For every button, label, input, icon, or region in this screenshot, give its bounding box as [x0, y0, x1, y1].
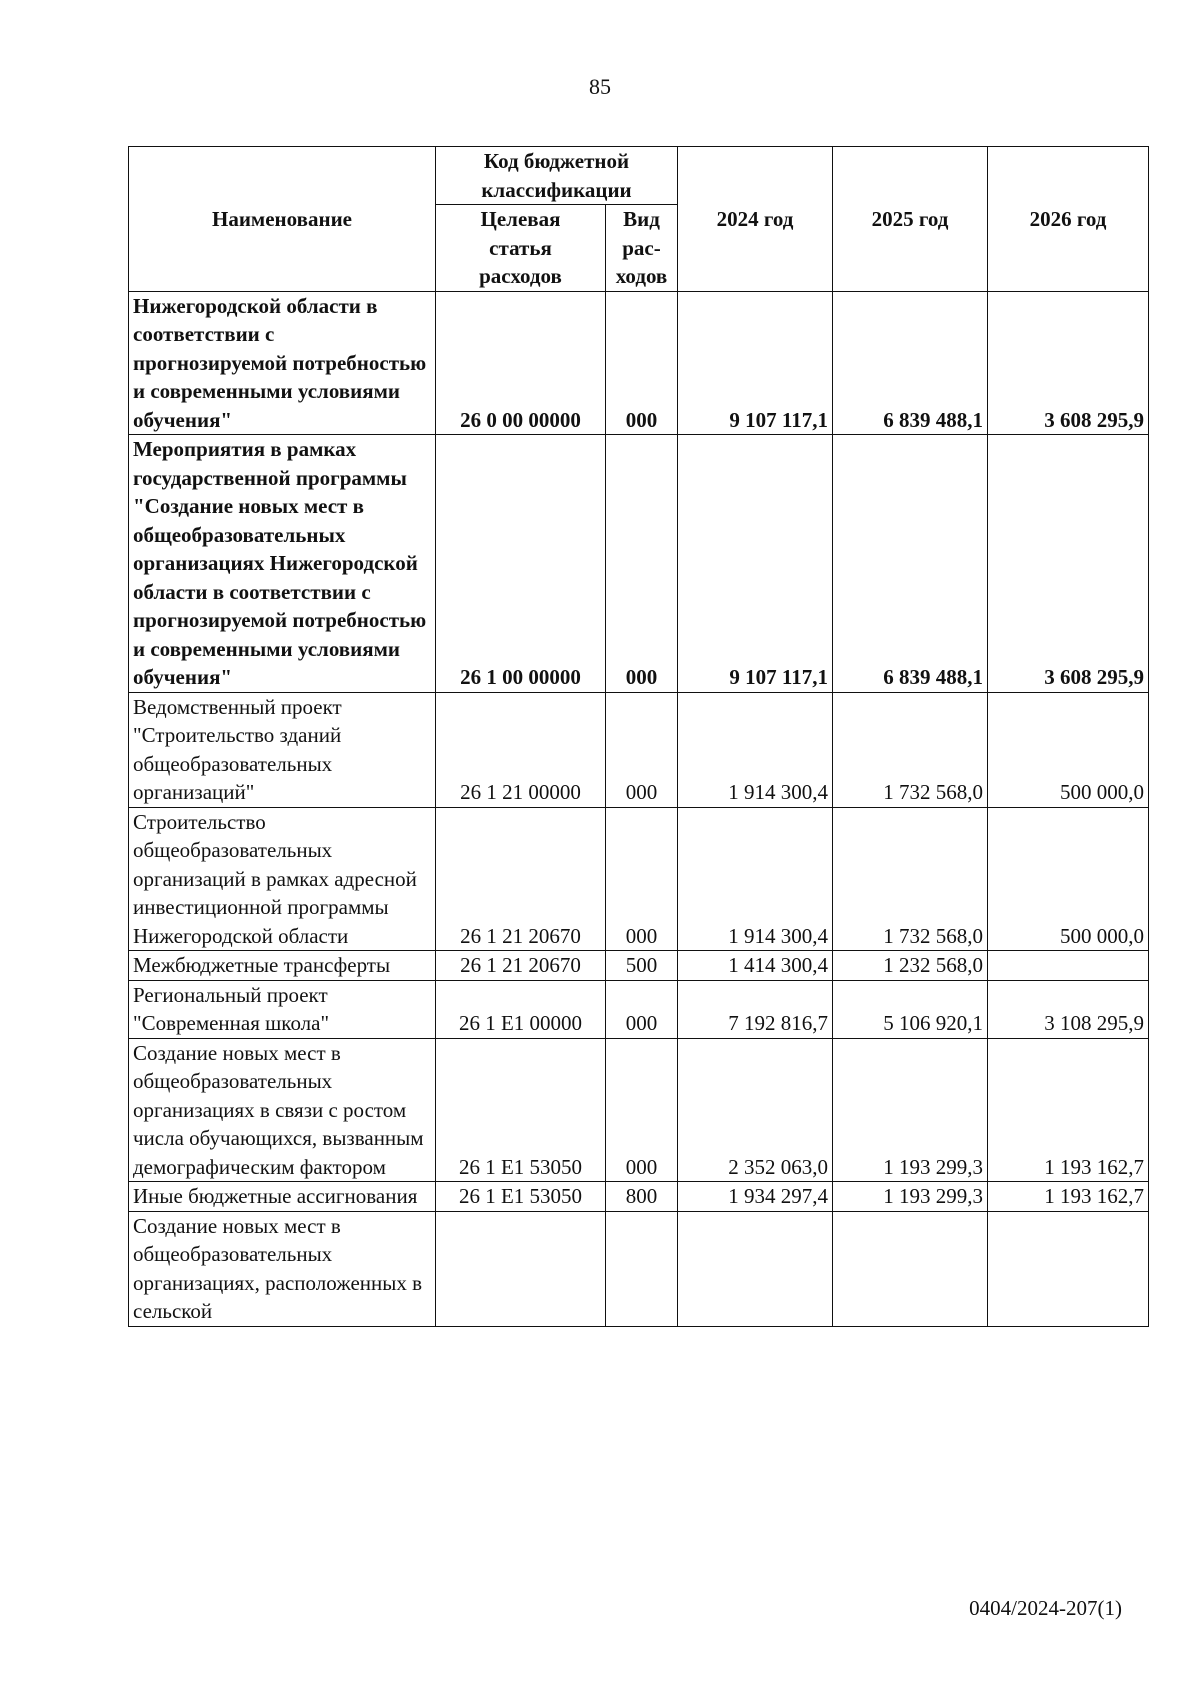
table-row	[129, 1182, 1149, 1212]
table-row	[129, 980, 1149, 1038]
row-value-2025: 1 193 299,3	[833, 1038, 988, 1182]
row-value-2025: 1 732 568,0	[833, 692, 988, 807]
header-target-article: Целевая статья расходов	[436, 205, 606, 292]
row-expense-type: 000	[606, 980, 678, 1038]
row-target-code: 26 1 21 20670	[436, 951, 606, 981]
row-target-code: 26 1 E1 53050	[436, 1182, 606, 1212]
row-target-code: 26 1 E1 53050	[436, 1038, 606, 1182]
table-body	[129, 291, 1149, 1326]
row-target-code: 26 1 E1 00000	[436, 980, 606, 1038]
row-target-code: 26 1 21 00000	[436, 692, 606, 807]
row-value-2024: 1 914 300,4	[678, 692, 833, 807]
row-value-2026	[988, 1211, 1149, 1326]
row-value-2025: 6 839 488,1	[833, 291, 988, 435]
header-name: Наименование	[129, 147, 436, 292]
row-value-2024: 2 352 063,0	[678, 1038, 833, 1182]
header-code-group: Код бюджетной классификации	[436, 147, 678, 205]
row-name: Региональный проект "Современная школа"	[129, 980, 436, 1038]
row-value-2025: 1 732 568,0	[833, 807, 988, 951]
table-row	[129, 435, 1149, 693]
row-name: Ведомственный проект "Строительство зданий общеобразовательных организаций"	[129, 692, 436, 807]
row-value-2026: 3 108 295,9	[988, 980, 1149, 1038]
row-value-2025: 1 232 568,0	[833, 951, 988, 981]
table-row	[129, 951, 1149, 981]
row-expense-type: 800	[606, 1182, 678, 1212]
budget-table	[128, 146, 1149, 1327]
row-target-code: 26 0 00 00000	[436, 291, 606, 435]
row-expense-type: 000	[606, 1038, 678, 1182]
row-expense-type: 000	[606, 692, 678, 807]
header-expense-type: Вид рас-ходов	[606, 205, 678, 292]
row-value-2024: 9 107 117,1	[678, 291, 833, 435]
row-value-2026: 1 193 162,7	[988, 1038, 1149, 1182]
row-name: Иные бюджетные ассигнования	[129, 1182, 436, 1212]
row-value-2025: 6 839 488,1	[833, 435, 988, 693]
row-value-2026: 500 000,0	[988, 692, 1149, 807]
row-value-2024: 9 107 117,1	[678, 435, 833, 693]
header-year-2026: 2026 год	[988, 147, 1149, 292]
header-row-top	[129, 147, 1149, 205]
row-value-2025: 1 193 299,3	[833, 1182, 988, 1212]
row-expense-type: 000	[606, 807, 678, 951]
table-row	[129, 692, 1149, 807]
row-name: Создание новых мест в общеобразовательных организациях в связи с ростом числа обучающихся, вызванным демографическим фактором	[129, 1038, 436, 1182]
row-value-2026: 3 608 295,9	[988, 291, 1149, 435]
table-row	[129, 807, 1149, 951]
row-expense-type: 000	[606, 291, 678, 435]
row-value-2024: 1 414 300,4	[678, 951, 833, 981]
row-value-2026	[988, 951, 1149, 981]
row-expense-type: 000	[606, 435, 678, 693]
table-row	[129, 1211, 1149, 1326]
table-row	[129, 291, 1149, 435]
document-code: 0404/2024-207(1)	[969, 1596, 1122, 1620]
row-name: Нижегородской области в соответствии с прогнозируемой потребностью и современными условиями обучения"	[129, 291, 436, 435]
row-value-2026: 500 000,0	[988, 807, 1149, 951]
row-value-2025: 5 106 920,1	[833, 980, 988, 1038]
row-value-2024	[678, 1211, 833, 1326]
row-target-code: 26 1 21 20670	[436, 807, 606, 951]
row-name: Создание новых мест в общеобразовательных организациях, расположенных в сельской	[129, 1211, 436, 1326]
row-value-2026: 1 193 162,7	[988, 1182, 1149, 1212]
page-number: 85	[589, 74, 611, 99]
row-value-2025	[833, 1211, 988, 1326]
table-row	[129, 1038, 1149, 1182]
row-value-2024: 7 192 816,7	[678, 980, 833, 1038]
row-target-code: 26 1 00 00000	[436, 435, 606, 693]
row-expense-type	[606, 1211, 678, 1326]
row-name: Мероприятия в рамках государственной программы "Создание новых мест в общеобразовательных организациях Нижегородской области в соответствии с прогнозируемой потребностью и современными условиями обучения"	[129, 435, 436, 693]
row-value-2024: 1 914 300,4	[678, 807, 833, 951]
row-expense-type: 500	[606, 951, 678, 981]
row-name: Межбюджетные трансферты	[129, 951, 436, 981]
row-target-code	[436, 1211, 606, 1326]
header-year-2024: 2024 год	[678, 147, 833, 292]
header-year-2025: 2025 год	[833, 147, 988, 292]
row-value-2024: 1 934 297,4	[678, 1182, 833, 1212]
row-value-2026: 3 608 295,9	[988, 435, 1149, 693]
row-name: Строительство общеобразовательных организаций в рамках адресной инвестиционной программы Нижегородской области	[129, 807, 436, 951]
